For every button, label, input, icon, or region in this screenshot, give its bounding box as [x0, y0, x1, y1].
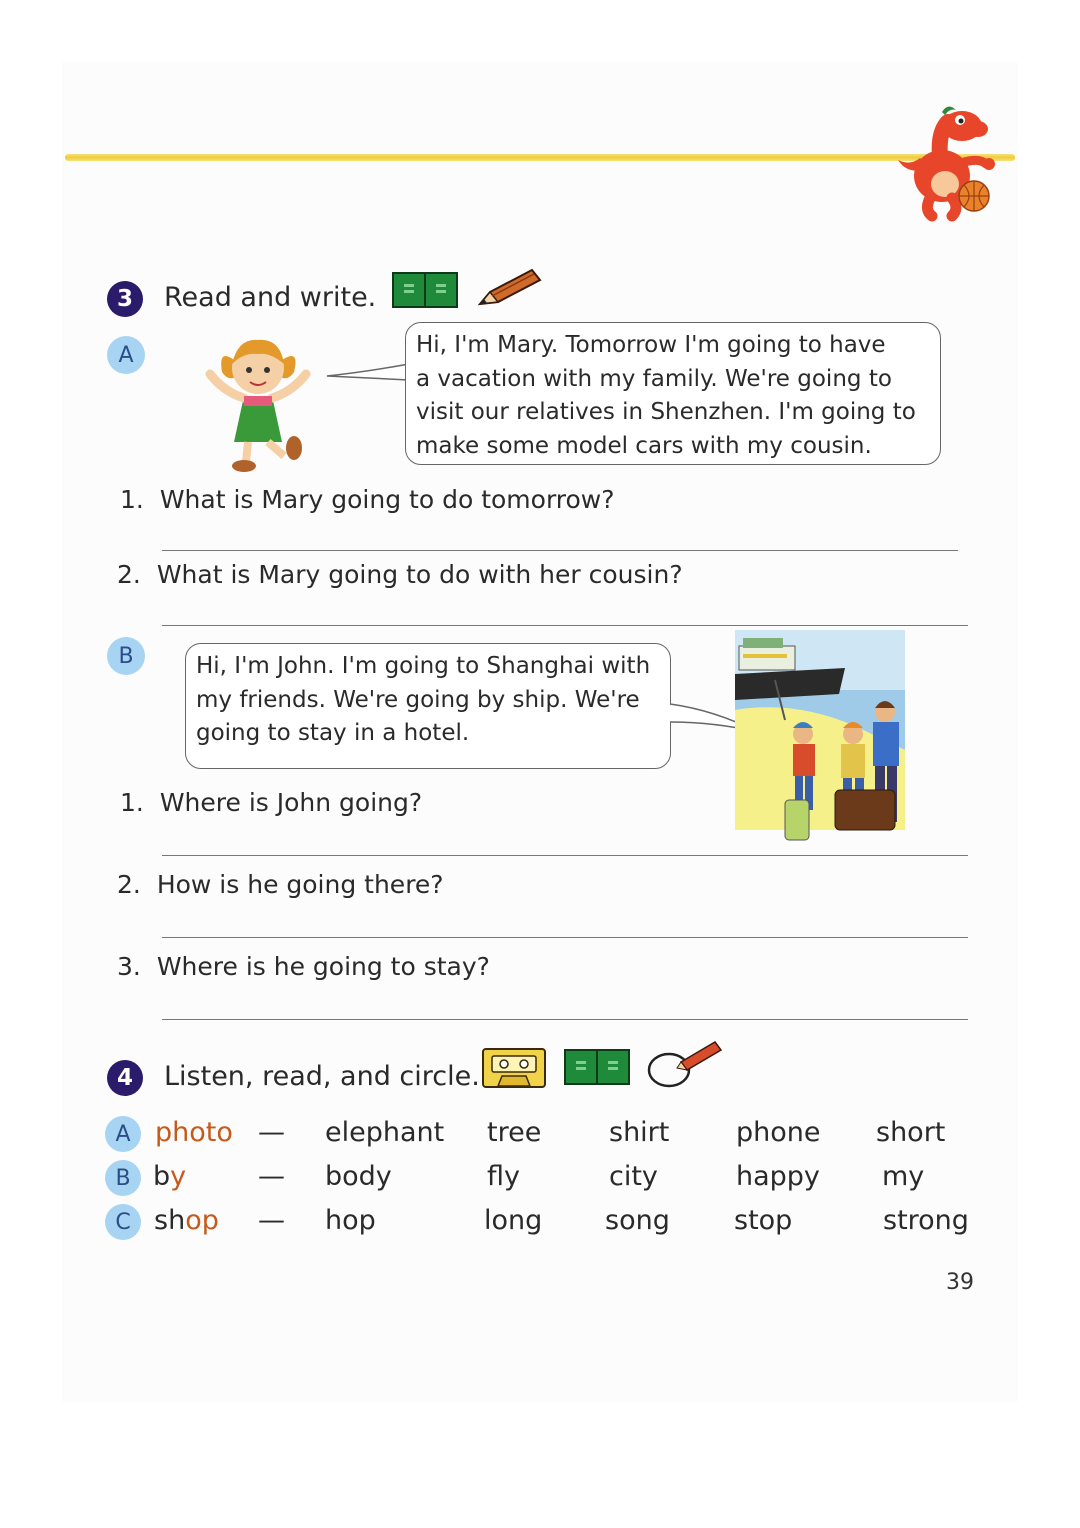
- answer-line-a2[interactable]: [162, 625, 968, 626]
- row-a-badge: A: [105, 1116, 141, 1152]
- book-icon: [564, 1048, 630, 1086]
- bubble-b-line: going to stay in a hotel.: [196, 720, 470, 746]
- row-b-key-word[interactable]: [153, 1161, 186, 1192]
- bubble-a-tail: [325, 362, 411, 382]
- row-a-key-word[interactable]: [155, 1117, 233, 1148]
- row-c-dash: —: [258, 1205, 285, 1236]
- question-number: 3.: [117, 952, 141, 981]
- question-text: Where is he going to stay?: [156, 952, 490, 981]
- word-option[interactable]: song: [605, 1205, 670, 1236]
- word-option[interactable]: body: [325, 1161, 392, 1192]
- row-b-badge: B: [105, 1160, 141, 1196]
- row-b-dash: —: [258, 1161, 285, 1192]
- page-number: 39: [946, 1270, 974, 1295]
- mary-illustration: [198, 330, 328, 475]
- answer-line-a1[interactable]: [162, 550, 958, 551]
- word-option[interactable]: tree: [487, 1117, 542, 1148]
- question-number: 2.: [117, 870, 141, 899]
- word-option[interactable]: strong: [883, 1205, 969, 1236]
- bubble-a-line: make some model cars with my cousin.: [416, 432, 872, 459]
- word-option[interactable]: short: [876, 1117, 946, 1148]
- key-prefix: b: [153, 1161, 171, 1192]
- question-text: What is Mary going to do tomorrow?: [159, 485, 615, 514]
- question-text: Where is John going?: [159, 788, 423, 817]
- question-a2: [117, 560, 683, 589]
- john-ship-illustration: [735, 630, 905, 855]
- word-option[interactable]: phone: [736, 1117, 821, 1148]
- key-highlight: ph: [155, 1117, 190, 1148]
- row-c-key-word[interactable]: [154, 1205, 219, 1236]
- section-3-title: Read and write.: [164, 282, 377, 313]
- word-option[interactable]: long: [484, 1205, 543, 1236]
- word-option[interactable]: stop: [734, 1205, 793, 1236]
- answer-line-b3[interactable]: [162, 1019, 968, 1020]
- bubble-a-line: visit our relatives in Shenzhen. I'm going to: [416, 399, 916, 425]
- header-line: [65, 154, 1015, 161]
- bubble-a-line: a vacation with my family. We're going to: [416, 365, 892, 392]
- key-prefix: sh: [154, 1205, 186, 1236]
- circle-pencil-icon: [645, 1036, 725, 1090]
- word-option[interactable]: hop: [325, 1205, 376, 1236]
- dinosaur-mascot-icon: [890, 98, 1020, 223]
- word-option[interactable]: my: [882, 1161, 925, 1192]
- book-icon: [392, 271, 458, 309]
- word-option[interactable]: shirt: [609, 1117, 670, 1148]
- word-option[interactable]: city: [609, 1161, 658, 1192]
- pencil-icon: [474, 266, 544, 310]
- word-option[interactable]: happy: [736, 1161, 820, 1192]
- key-highlight: y: [170, 1161, 187, 1192]
- key-rest: oto: [189, 1117, 233, 1148]
- question-text: How is he going there?: [156, 870, 444, 899]
- question-b1: [120, 788, 422, 817]
- bubble-a-line: Hi, I'm Mary. Tomorrow I'm going to have: [416, 332, 886, 358]
- section-4-title: Listen, read, and circle.: [164, 1061, 480, 1092]
- speech-bubble-a: [405, 322, 941, 465]
- section-4-number: 4: [107, 1060, 143, 1096]
- speech-bubble-b: [185, 643, 671, 769]
- bubble-b-line: Hi, I'm John. I'm going to Shanghai with: [196, 653, 651, 679]
- answer-line-b2[interactable]: [162, 937, 968, 938]
- row-a-dash: —: [258, 1117, 285, 1148]
- question-b2: [117, 870, 444, 899]
- question-number: 2.: [117, 560, 141, 589]
- question-text: What is Mary going to do with her cousin?: [156, 560, 683, 589]
- question-a1: [120, 485, 615, 514]
- row-c-badge: C: [105, 1204, 141, 1240]
- section-3-number: 3: [107, 281, 143, 317]
- word-option[interactable]: fly: [487, 1161, 520, 1192]
- question-number: 1.: [120, 485, 144, 514]
- part-a-badge: A: [107, 336, 145, 374]
- part-b-badge: B: [107, 637, 145, 675]
- cassette-icon: [482, 1048, 546, 1088]
- key-highlight: op: [185, 1205, 219, 1236]
- bubble-b-line: my friends. We're going by ship. We're: [196, 686, 640, 713]
- word-option[interactable]: elephant: [325, 1117, 445, 1148]
- question-number: 1.: [120, 788, 144, 817]
- answer-line-b1[interactable]: [162, 855, 968, 856]
- question-b3: [117, 952, 490, 981]
